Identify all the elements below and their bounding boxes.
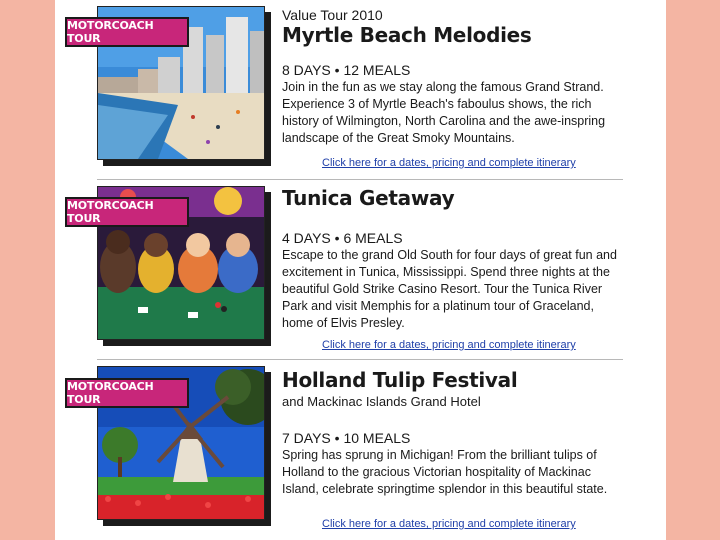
tour-text [282,368,627,498]
tour-title: Myrtle Beach Melodies [282,23,532,47]
itinerary-link[interactable]: Click here for a dates, pricing and complete itinerary [322,518,576,530]
tour-subtitle: and Mackinac Islands Grand Hotel [282,394,481,409]
itinerary-link[interactable]: Click here for a dates, pricing and complete itinerary [322,339,576,351]
tour-title: Tunica Getaway [282,186,455,210]
tour-description: Escape to the grand Old South for four days of great fun and excitement in Tunica, Mississippi. Spend three nights at the beautiful Gold Strike Casino Resort. Tour the Tunica River Park and visit Memphis for a platinum tour of Graceland, home of Elvis Presley. [282,248,617,330]
tour-title: Holland Tulip Festival [282,368,518,392]
tour-days-meals: 8 DAYS • 12 MEALS [282,62,411,78]
motorcoach-tour-badge: MOTORCOACH TOUR [65,17,189,47]
tour-divider [97,359,623,360]
tour-divider [97,179,623,180]
motorcoach-tour-badge: MOTORCOACH TOUR [65,378,189,408]
tour-description: Spring has sprung in Michigan! From the brilliant tulips of Holland to the gracious Victorian hospitality of Mackinac Island, celebrate springtime splendor in this beautiful state. [282,448,608,496]
tour-description: Join in the fun as we stay along the famous Grand Strand. Experience 3 of Myrtle Beach's faboulus shows, the rich history of Wilmington, North Carolina and the awe-inspring landscape of the Great Smoky Mountains. [282,80,606,145]
tour-text [282,7,627,147]
content-page [55,0,666,540]
itinerary-link[interactable]: Click here for a dates, pricing and complete itinerary [322,157,576,169]
tour-text [282,186,627,332]
tour-days-meals: 4 DAYS • 6 MEALS [282,230,403,246]
motorcoach-tour-badge: MOTORCOACH TOUR [65,197,189,227]
tour-kicker: Value Tour 2010 [282,7,383,23]
tour-days-meals: 7 DAYS • 10 MEALS [282,430,411,446]
